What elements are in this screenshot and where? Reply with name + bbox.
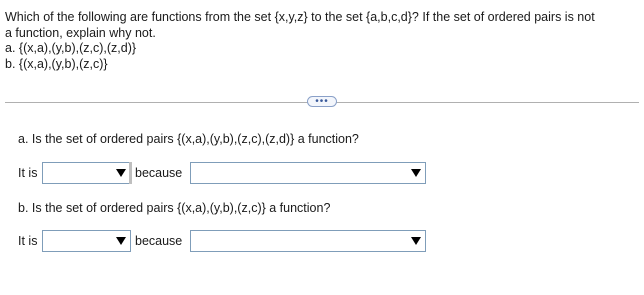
it-is-label: It is xyxy=(18,234,38,248)
triangle-down-icon xyxy=(116,237,126,245)
part-a-it-is-dropdown[interactable] xyxy=(42,162,131,184)
question-line: a function, explain why not. xyxy=(5,25,156,40)
question-text xyxy=(5,10,595,72)
part-b-it-is-dropdown[interactable] xyxy=(42,230,131,252)
because-label: because xyxy=(135,166,183,180)
question-line: b. {(x,a),(y,b),(z,c)} xyxy=(5,56,108,71)
part-a-reason-dropdown[interactable] xyxy=(190,162,426,184)
dropdown-separator xyxy=(129,162,132,184)
dropdown-arrow-button[interactable] xyxy=(113,164,129,182)
part-a-prompt: a. Is the set of ordered pairs {(x,a),(y,b),(z,c),(z,d)} a function? xyxy=(18,132,359,146)
triangle-down-icon xyxy=(411,169,421,177)
because-label: because xyxy=(135,234,183,248)
triangle-down-icon xyxy=(116,169,126,177)
part-a-answer-row xyxy=(0,162,644,186)
it-is-label: It is xyxy=(18,166,38,180)
dropdown-arrow-button[interactable] xyxy=(408,232,424,250)
dropdown-arrow-button[interactable] xyxy=(113,232,129,250)
triangle-down-icon xyxy=(411,237,421,245)
dropdown-arrow-button[interactable] xyxy=(408,164,424,182)
part-b-reason-dropdown[interactable] xyxy=(190,230,426,252)
part-b-prompt: b. Is the set of ordered pairs {(x,a),(y,b),(z,c)} a function? xyxy=(18,201,331,215)
more-button[interactable]: ••• xyxy=(307,96,337,107)
question-line: Which of the following are functions from the set {x,y,z} to the set {a,b,c,d}? If the set of ordered pairs is not xyxy=(5,10,595,24)
question-line: a. {(x,a),(y,b),(z,c),(z,d)} xyxy=(5,41,137,55)
part-b-answer-row xyxy=(0,230,644,254)
